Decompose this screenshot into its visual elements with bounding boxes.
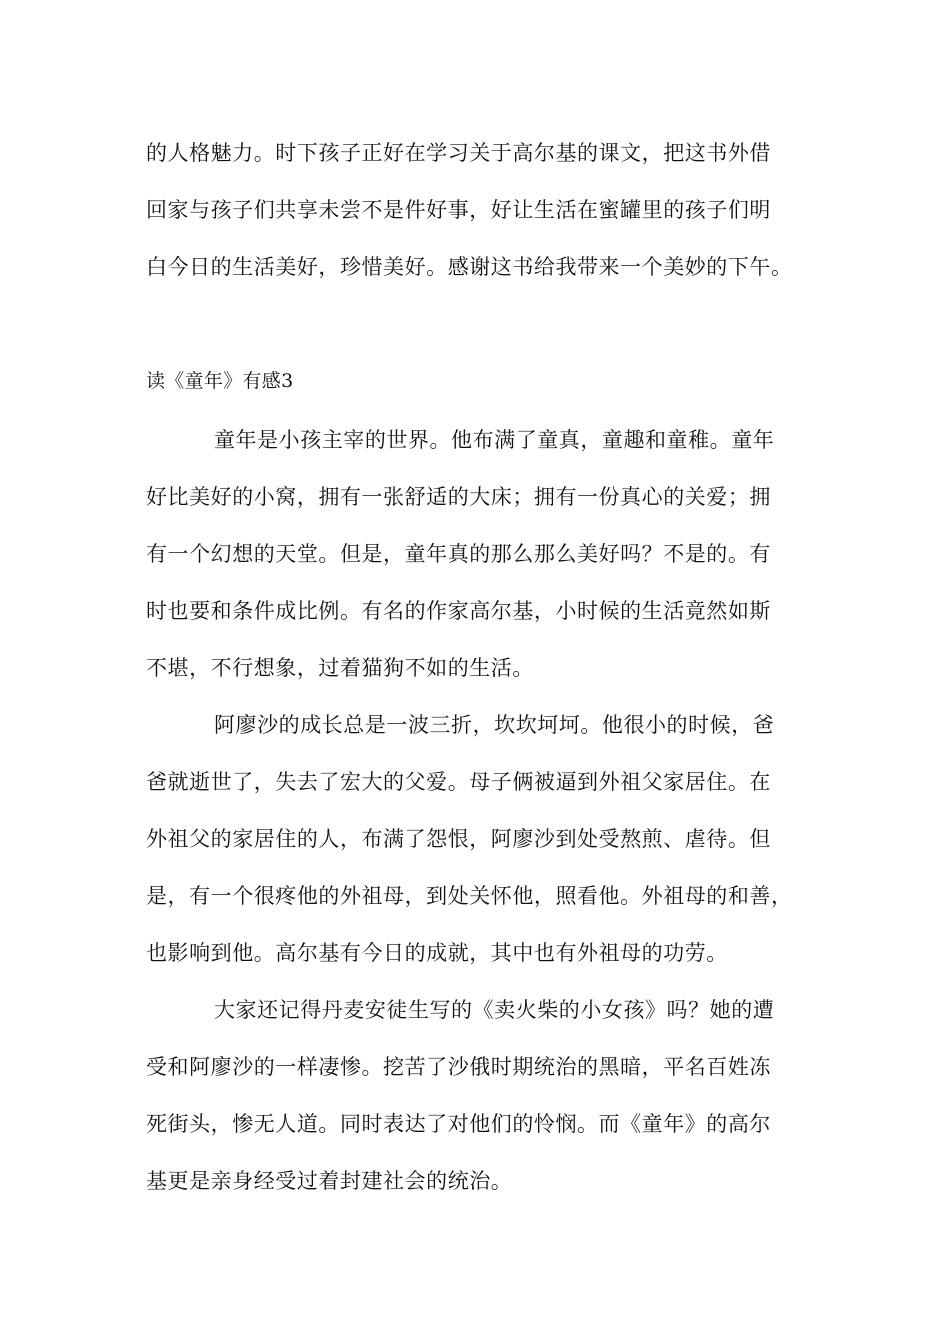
text-line: 有一个幻想的天堂。但是，童年真的那么那么美好吗？不是的。有 bbox=[146, 542, 771, 566]
section-heading: 读《童年》有感3 bbox=[146, 370, 294, 392]
paragraph-2 bbox=[146, 697, 826, 982]
text-line: 童年是小孩主宰的世界。他布满了童真，童趣和童稚。童年 bbox=[214, 428, 775, 452]
text-line: 基更是亲身经受过着封建社会的统治。 bbox=[146, 1169, 513, 1193]
paragraph-3 bbox=[146, 982, 826, 1210]
text-line: 死街头，惨无人道。同时表达了对他们的怜悯。而《童年》的高尔 bbox=[146, 1112, 771, 1136]
text-line: 大家还记得丹麦安徒生写的《卖火柴的小女孩》吗？她的遭 bbox=[214, 998, 775, 1022]
text-line: 好比美好的小窝，拥有一张舒适的大床；拥有一份真心的关爱；拥 bbox=[146, 485, 771, 509]
text-line: 也影响到他。高尔基有今日的成就，其中也有外祖母的功劳。 bbox=[146, 941, 728, 965]
text-line: 爸就逝世了，失去了宏大的父爱。母子俩被逼到外祖父家居住。在 bbox=[146, 770, 771, 794]
text-line: 是，有一个很疼他的外祖母，到处关怀他，照看他。外祖母的和善， bbox=[146, 884, 793, 908]
text-line: 阿廖沙的成长总是一波三折，坎坎坷坷。他很小的时候，爸 bbox=[214, 713, 775, 737]
text-line: 回家与孩子们共享未尝不是件好事，好让生活在蜜罐里的孩子们明 bbox=[146, 198, 771, 222]
intro-paragraph bbox=[146, 125, 826, 296]
text-line: 受和阿廖沙的一样凄惨。挖苦了沙俄时期统治的黑暗，平名百姓冻 bbox=[146, 1055, 771, 1079]
text-line: 不堪，不行想象，过着猫狗不如的生活。 bbox=[146, 656, 534, 680]
text-line: 的人格魅力。时下孩子正好在学习关于高尔基的课文，把这书外借 bbox=[146, 141, 771, 165]
essay-body bbox=[146, 412, 826, 1210]
text-line: 白今日的生活美好，珍惜美好。感谢这书给我带来一个美妙的下午。 bbox=[146, 255, 793, 279]
paragraph-1 bbox=[146, 412, 826, 697]
text-line: 外祖父的家居住的人，布满了怨恨，阿廖沙到处受熬煎、虐待。但 bbox=[146, 827, 771, 851]
text-line: 时也要和条件成比例。有名的作家高尔基，小时候的生活竟然如斯 bbox=[146, 599, 771, 623]
